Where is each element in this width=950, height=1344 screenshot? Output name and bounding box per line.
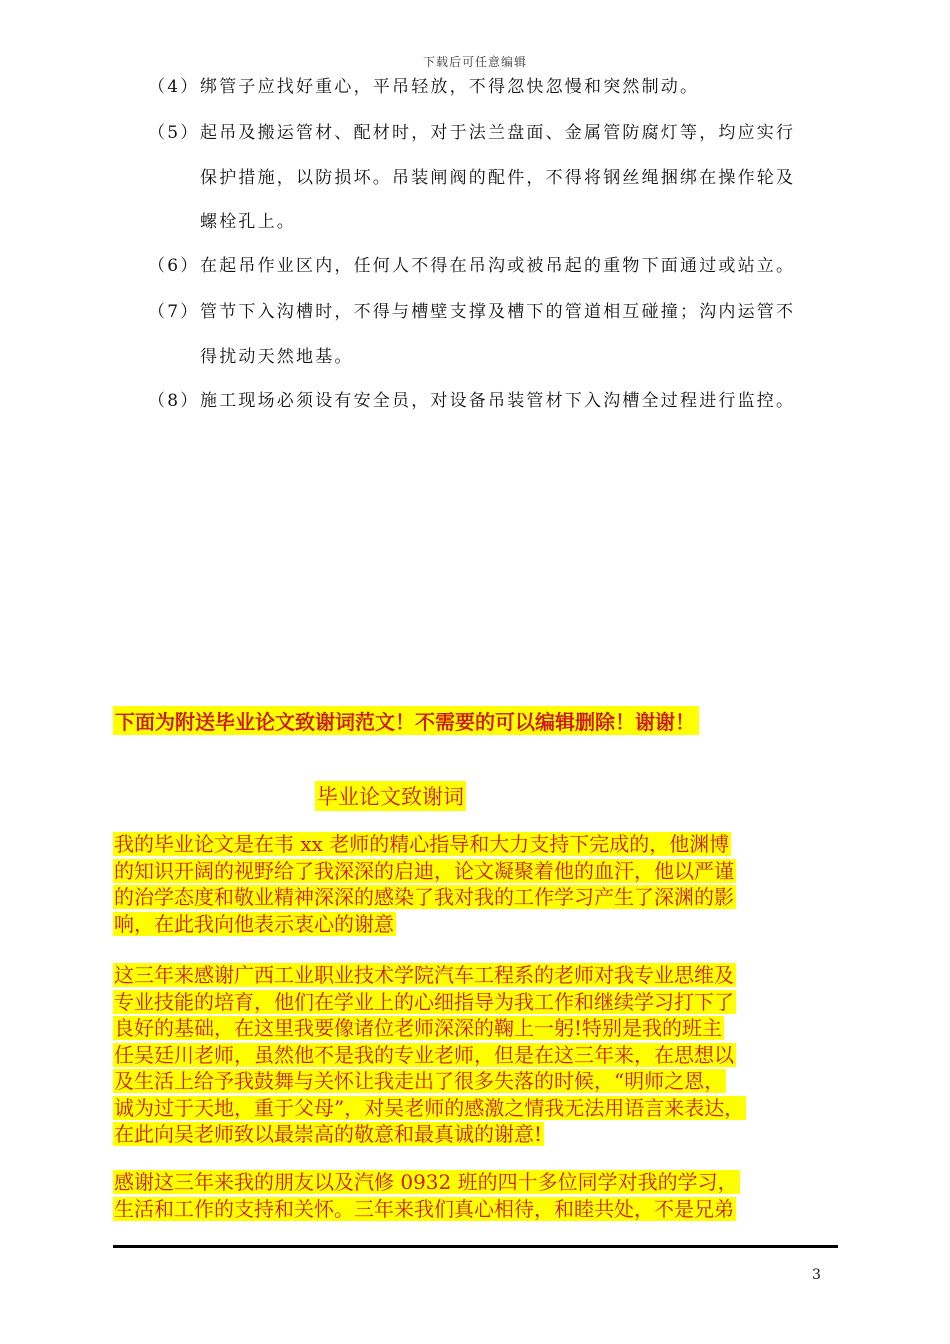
paragraph-line-text: 良好的基础，在这里我要像诸位老师深深的鞠上一躬!特别是我的班主: [114, 1016, 723, 1040]
paragraph-line: [113, 1068, 858, 1095]
paragraph-line-text: 生活和工作的支持和关怀。三年来我们真心相待，和睦共处，不是兄弟: [114, 1196, 734, 1221]
paragraph-line-text: 感谢这三年来我的朋友以及汽修 0932 班的四十多位同学对我的学习，: [114, 1170, 738, 1194]
list-item-text: 在起吊作业区内，任何人不得在吊沟或被吊起的重物下面通过或站立。: [200, 256, 796, 276]
list-item-text: 起吊及搬运管材、配材时，对于法兰盘面、金属管防腐灯等，均应实行: [200, 123, 796, 143]
list-item-number: （5）: [148, 123, 200, 143]
list-item-number: （8）: [148, 391, 200, 411]
paragraph-line: [113, 989, 858, 1016]
paragraph-line: [113, 911, 858, 938]
paragraph-line: [113, 1169, 858, 1196]
paragraph-3: [113, 1169, 858, 1222]
paragraph-line-text: 我的毕业论文是在韦 xx 老师的精心指导和大力支持下完成的，他渊博: [114, 832, 730, 856]
list-item-text: 施工现场必须设有安全员，对设备吊装管材下入沟槽全过程进行监控。: [200, 391, 796, 411]
paragraph-line-text: 响，在此我向他表示衷心的谢意: [114, 911, 394, 936]
list-item-number: （4）: [148, 77, 200, 97]
paragraph-line: [113, 1095, 858, 1122]
section-title: 毕业论文致谢词: [315, 781, 466, 811]
paragraph-line: [113, 1015, 858, 1042]
paragraph-line-text: 诚为过于天地，重于父母”，对吴老师的感激之情我无法用语言来表达，: [114, 1095, 745, 1120]
paragraph-line-text: 的治学态度和敬业精神深深的感染了我对我的工作学习产生了深渊的影: [114, 885, 734, 909]
paragraph-1: [113, 831, 858, 937]
list-item-text: 绑管子应找好重心，平吊轻放，不得忽快忽慢和突然制动。: [200, 77, 700, 97]
paragraph-line: [113, 884, 858, 911]
footer-rule: [113, 1245, 838, 1248]
paragraph-line-text: 这三年来感谢广西工业职业技术学院汽车工程系的老师对我专业思维及: [114, 963, 734, 987]
list-item-text: 管节下入沟槽时，不得与槽壁支撑及槽下的管道相互碰撞；沟内运管不: [200, 302, 796, 322]
paragraph-line-text: 专业技能的培育，他们在学业上的心细指导为我工作和继续学习打下了: [114, 989, 734, 1014]
paragraph-line: [113, 1042, 858, 1069]
paragraph-line: [113, 1121, 858, 1148]
paragraph-line: [113, 858, 858, 885]
list-item-text: 得扰动天然地基。: [200, 347, 354, 367]
paragraph-line-text: 任吴廷川老师，虽然他不是我的专业老师，但是在这三年来，在思想以: [114, 1042, 734, 1067]
paragraph-line-text: 及生活上给予我鼓舞与关怀让我走出了很多失落的时候，“明师之恩，: [114, 1069, 725, 1093]
paragraph-line: [113, 962, 858, 989]
paragraph-2: [113, 962, 858, 1148]
list-item-number: （7）: [148, 302, 200, 322]
paragraph-line-text: 在此向吴老师致以最崇高的敬意和最真诚的谢意!: [114, 1122, 543, 1146]
list-item-text: 保护措施，以防损坏。吊装闸阀的配件，不得将钢丝绳捆绑在操作轮及: [200, 168, 796, 188]
paragraph-line-text: 的知识开阔的视野给了我深深的启迪，论文凝聚着他的血汗，他以严谨: [114, 858, 734, 883]
page-header: 下载后可任意编辑: [422, 55, 527, 69]
notice-banner: 下面为附送毕业论文致谢词范文！不需要的可以编辑删除！谢谢！: [113, 706, 699, 735]
list-item-text: 螺栓孔上。: [200, 212, 296, 232]
paragraph-line: [113, 1196, 858, 1223]
page-number: 3: [812, 1267, 821, 1283]
list-item-number: （6）: [148, 256, 200, 276]
paragraph-line: [113, 831, 858, 858]
